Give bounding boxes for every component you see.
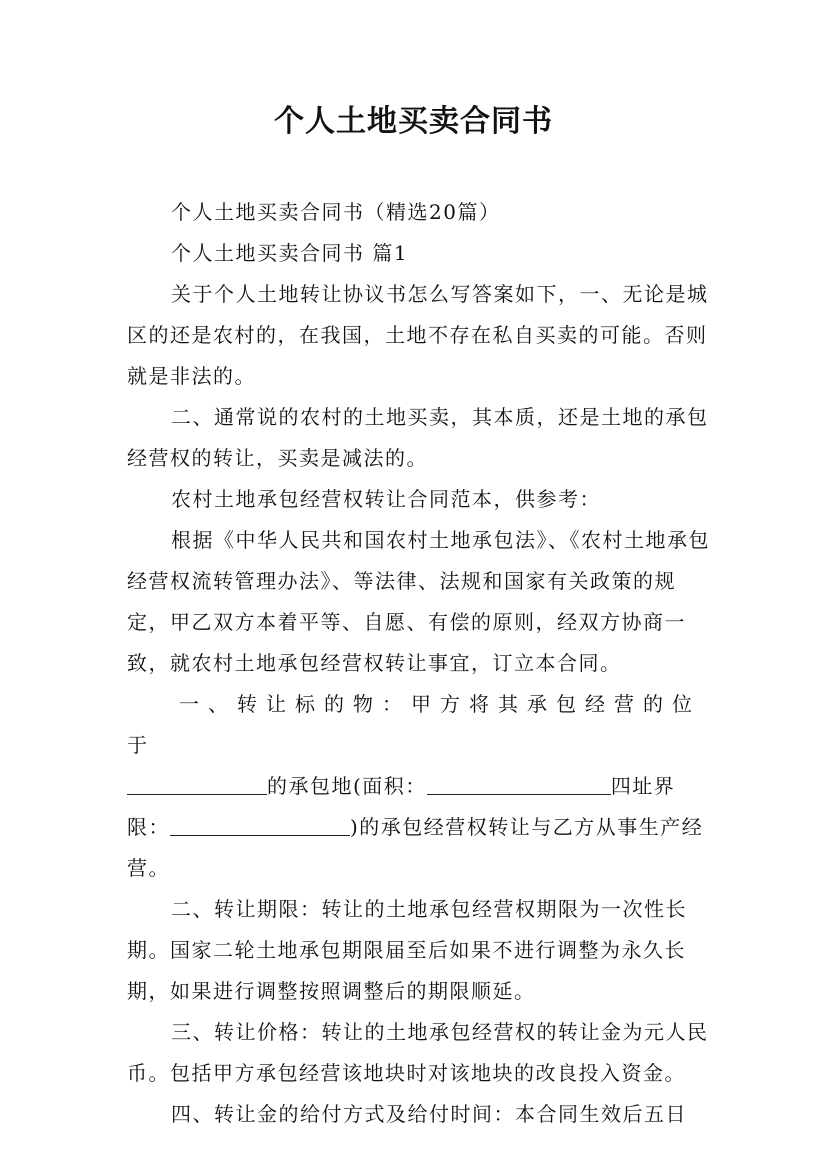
clause-1-heading: 一、转让标的物：甲方将其承包经营的位于 — [127, 692, 701, 757]
paragraph-template-note: 农村土地承包经营权转让合同范本，供参考： — [171, 487, 601, 511]
paragraph-section-heading: 个人土地买卖合同书 篇1 — [171, 241, 409, 265]
paragraph-subtitle: 个人土地买卖合同书（精选20篇） — [171, 200, 501, 224]
paragraph-intro: 关于个人土地转让协议书怎么写答案如下，一、无论是城区的还是农村的，在我国，土地不存在私自买卖的可能。否则就是非法的。 — [127, 282, 709, 388]
clause-1-tail: )的承包经营权转让与乙方从事生产经营。 — [127, 815, 704, 880]
paragraph-clause-1 — [127, 684, 717, 889]
document-title: 个人土地买卖合同书 — [274, 104, 553, 139]
paragraph-explanation: 二、通常说的农村的土地买卖，其本质，还是土地的承包经营权的转让，买卖是减法的。 — [127, 405, 709, 470]
paragraph-legal-basis: 根据《中华人民共和国农村土地承包法》、《农村土地承包经营权流转管理办法》、等法律、法规和国家有关政策的规定，甲乙双方本着平等、自愿、有偿的原则，经双方协商一致，就农村土地承包经营权转让事宜，订立本合同。 — [127, 528, 710, 675]
clause-1-boundary-label: 四址界限： — [127, 774, 676, 839]
clause-1-area-label: 的承包地(面积： — [267, 774, 427, 798]
paragraph-clause-3: 三、转让价格：转让的土地承包经营权的转让金为元人民币。包括甲方承包经营该地块时对该地块的改良投入资金。 — [127, 1020, 709, 1085]
boundary-blank — [170, 813, 350, 836]
paragraph-clause-2: 二、转让期限：转让的土地承包经营权期限为一次性长期。国家二轮土地承包期限届至后如果不进行调整为永久长期，如果进行调整按照调整后的期限顺延。 — [127, 897, 687, 1003]
area-blank — [427, 772, 611, 795]
document-body — [127, 192, 717, 1135]
paragraph-clause-4: 四、转让金的给付方式及给付时间：本合同生效后五日 — [171, 1102, 687, 1126]
location-blank — [127, 772, 267, 795]
